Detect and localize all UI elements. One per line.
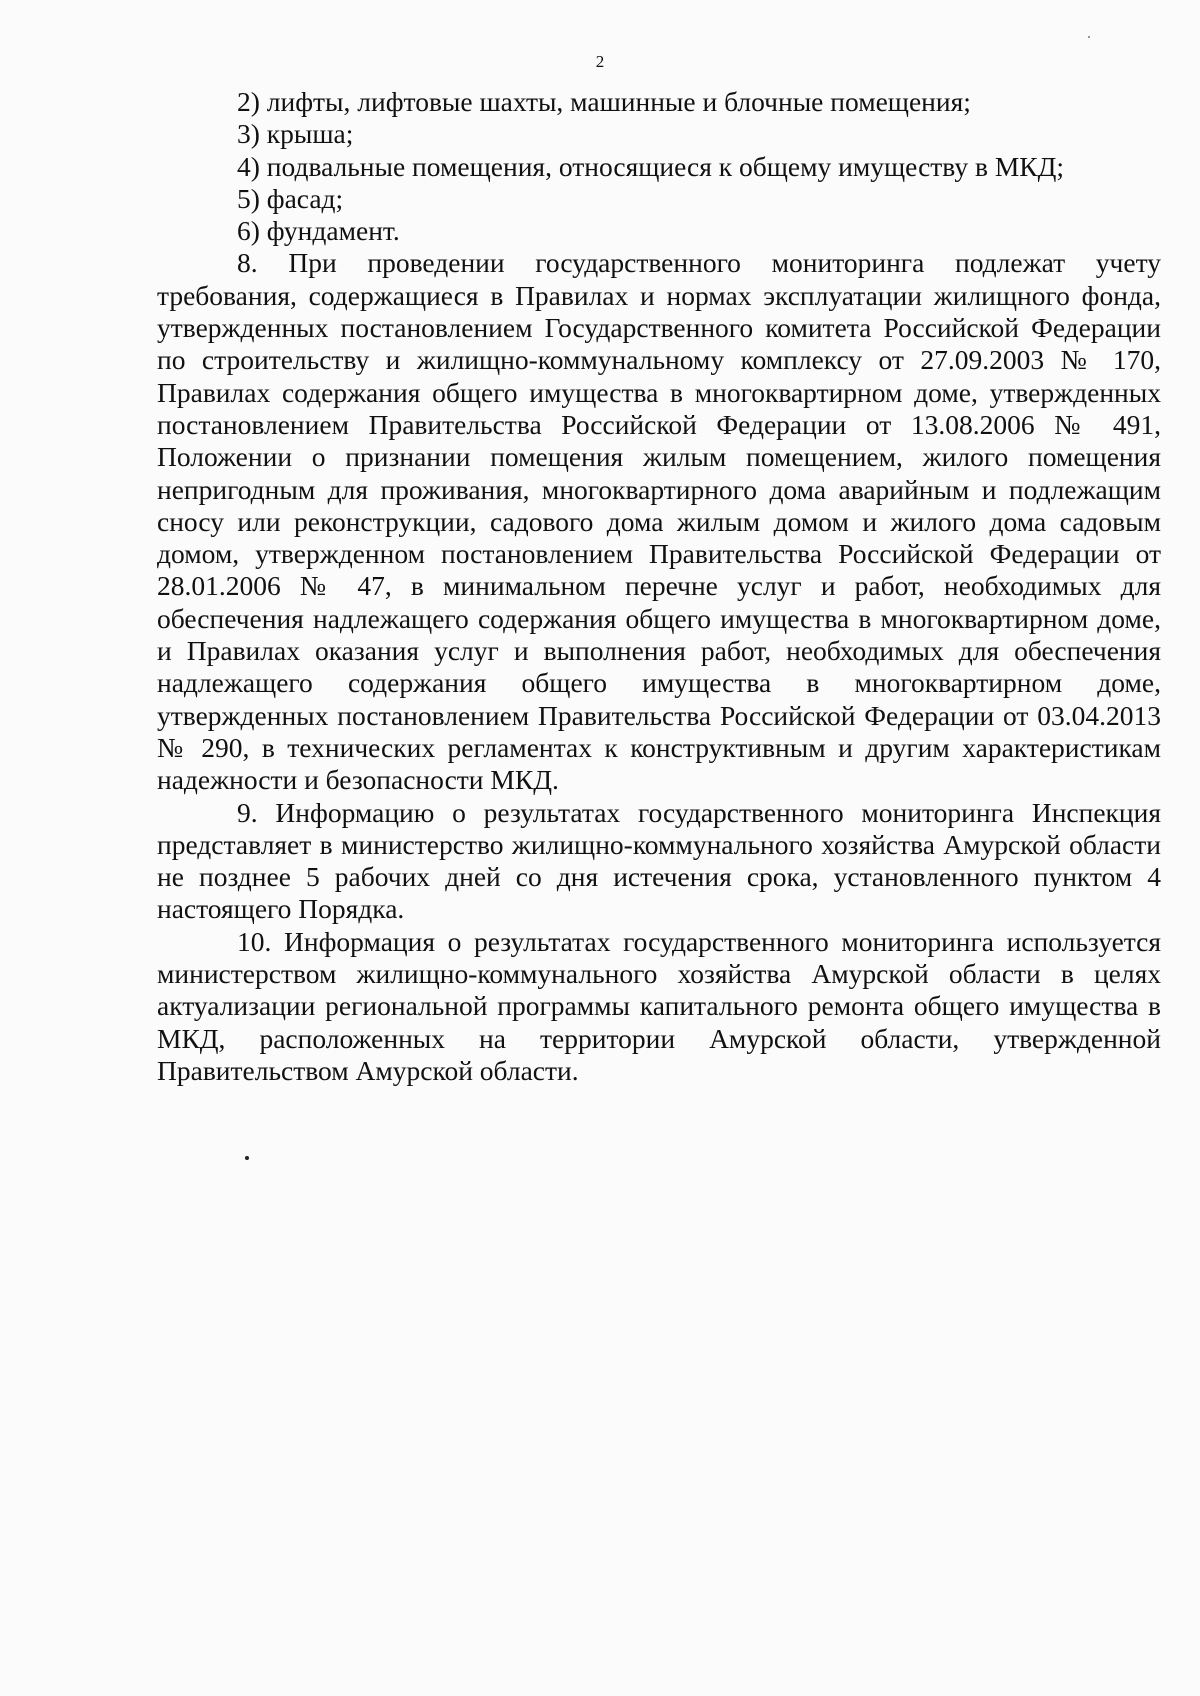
paragraph-10: 10. Информация о результатах государственного мониторинга используется министерством жилищно-коммунального хозяйства Амурской области в целях актуализации региональной программы капитального ремонта общего имущества в МКД, расположенных на территории Амурской области, утвержденной Правительством Амурской области. <box>157 925 1161 1086</box>
list-item-lifts: 2) лифты, лифтовые шахты, машинные и блочные помещения; <box>237 86 971 117</box>
list-item-roof: 3) крыша; <box>237 118 354 150</box>
paragraph-9: 9. Информацию о результатах государственного мониторинга Инспекция представляет в министерство жилищно-коммунального хозяйства Амурской области не позднее 5 рабочих дней со дня истечения срока, установленного пунктом 4 настоящего Порядка. <box>157 796 1161 925</box>
page-number: 2 <box>595 52 605 71</box>
list-item-basement: 4) подвальные помещения, относящиеся к общему имуществу в МКД; <box>237 150 1065 182</box>
list-item-facade: 5) фасад; <box>237 182 344 214</box>
scan-speck <box>1088 36 1090 38</box>
list-item-foundation: 6) фундамент. <box>237 215 400 247</box>
scan-speck <box>245 1156 249 1160</box>
document-body <box>157 86 1161 1087</box>
paragraph-8: 8. При проведении государственного мониторинга подлежат учету требования, содержащиеся в Правилах и нормах эксплуатации жилищного фонда, утвержденных постановлением Государственного комитета Российской Федерации по строительству и жилищно-коммунальному комплексу от 27.09.2003 № 170, Правилах содержания общего имущества в многоквартирном доме, утвержденных постановлением Правительства Российской Федерации от 13.08.2006 № 491, Положении о признании помещения жилым помещением, жилого помещения непригодным для проживания, многоквартирного дома аварийным и подлежащим сносу или реконструкции, садового дома жилым домом и жилого дома садовым домом, утвержденном постановлением Правительства Российской Федерации от 28.01.2006 № 47, в минимальном перечне услуг и работ, необходимых для обеспечения надлежащего содержания общего имущества в многоквартирном доме, и Правилах оказания услуг и выполнения работ, необходимых для обеспечения надлежащего содержания общего имущества в многоквартирном доме, утвержденных постановлением Правительства Российской Федерации от 03.04.2013 № 290, в технических регламентах к конструктивным и другим характеристикам надежности и безопасности МКД. <box>157 247 1161 796</box>
